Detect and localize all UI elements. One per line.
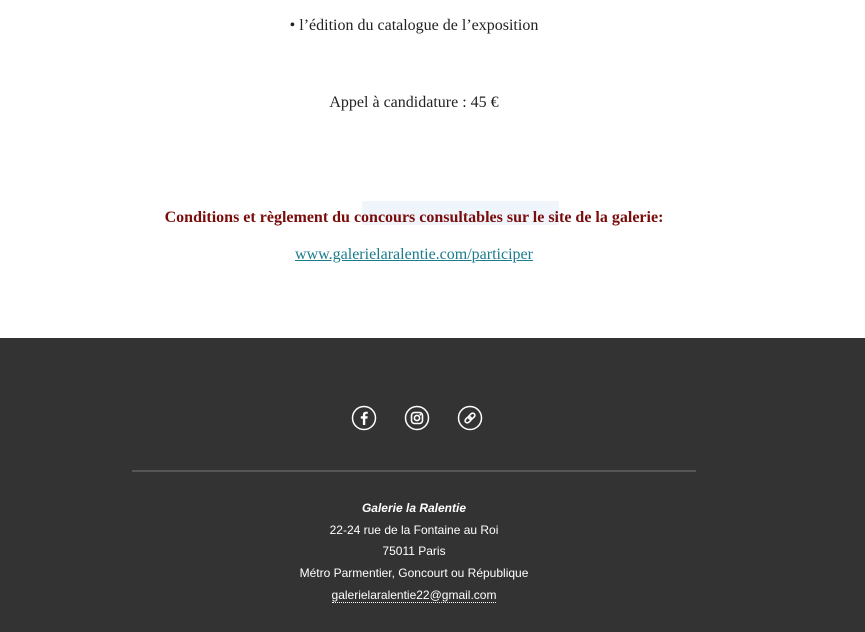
conditions-notice: Conditions et règlement du concours consultables sur le site de la galerie: bbox=[164, 209, 664, 226]
email-link[interactable]: galerielaralentie22@gmail.com bbox=[331, 587, 497, 602]
participate-link[interactable]: www.galerielaralentie.com/participer bbox=[295, 246, 533, 263]
footer bbox=[0, 338, 865, 632]
instagram-icon[interactable] bbox=[404, 405, 430, 431]
link-icon[interactable] bbox=[457, 405, 483, 431]
catalogue-bullet: • l’édition du catalogue de l’exposition bbox=[289, 17, 539, 34]
facebook-icon[interactable] bbox=[351, 405, 377, 431]
gallery-address bbox=[0, 498, 828, 607]
social-icons bbox=[0, 405, 828, 431]
gallery-name: Galerie la Ralentie bbox=[361, 501, 467, 515]
participate-link-row bbox=[0, 245, 828, 265]
email-row bbox=[0, 585, 828, 607]
street-address: 22-24 rue de la Fontaine au Roi bbox=[329, 522, 499, 537]
city: 75011 Paris bbox=[382, 544, 446, 559]
metro-stations: Métro Parmentier, Goncourt ou République bbox=[299, 566, 529, 581]
application-fee: Appel à candidature : 45 € bbox=[329, 94, 499, 111]
footer-divider bbox=[132, 470, 696, 472]
